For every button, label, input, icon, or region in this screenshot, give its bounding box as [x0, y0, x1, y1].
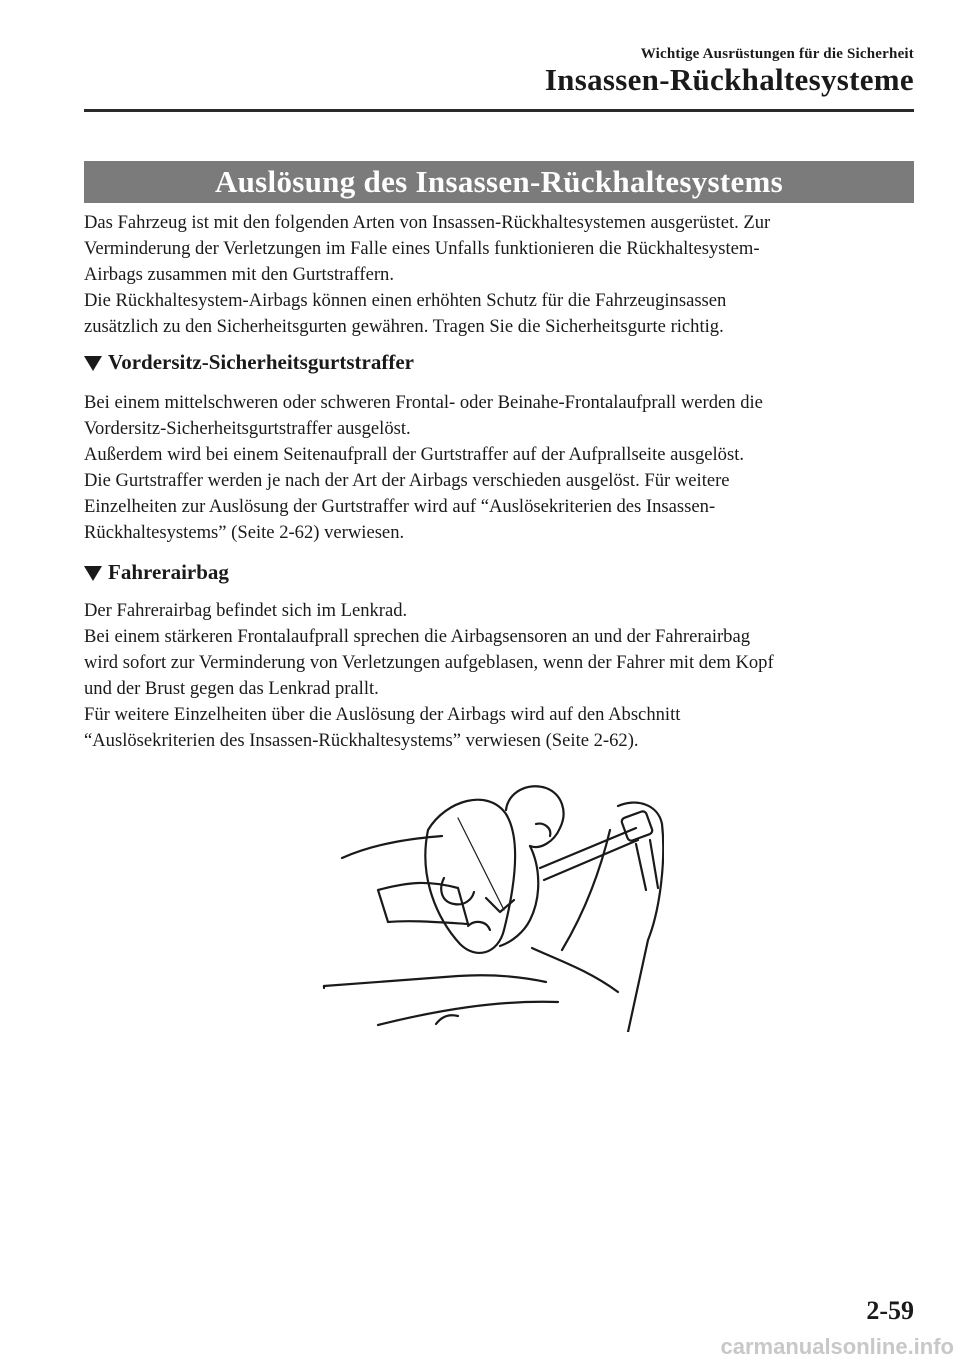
subsection-heading-driver-airbag	[84, 560, 229, 585]
intro-line: zusätzlich zu den Sicherheitsgurten gewähren. Tragen Sie die Sicherheitsgurte richtig.	[84, 316, 724, 337]
driver-airbag-paragraph	[84, 598, 924, 754]
body-line: “Auslösekriterien des Insassen-Rückhaltesystems” verwiesen (Seite 2-62).	[84, 730, 639, 751]
page-number: 2-59	[866, 1296, 914, 1325]
body-line: Der Fahrerairbag befindet sich im Lenkrad.	[84, 600, 408, 621]
intro-paragraph	[84, 210, 924, 340]
body-line: Bei einem mittelschweren oder schweren Frontal- oder Beinahe-Frontalaufprall werden die	[84, 392, 763, 413]
body-line: Vordersitz-Sicherheitsgurtstraffer ausgelöst.	[84, 418, 411, 439]
body-line: Die Gurtstraffer werden je nach der Art der Airbags verschieden ausgelöst. Für weitere	[84, 470, 730, 491]
header-kicker: Wichtige Ausrüstungen für die Sicherheit	[640, 46, 914, 62]
subsection-heading-pretensioner	[84, 350, 414, 375]
header-rule	[84, 109, 914, 112]
triangle-down-icon	[84, 356, 102, 371]
intro-line: Verminderung der Verletzungen im Falle eines Unfalls funktionieren die Rückhaltesystem-	[84, 238, 760, 259]
intro-line: Airbags zusammen mit den Gurtstraffern.	[84, 264, 394, 285]
body-line: Bei einem stärkeren Frontalaufprall sprechen die Airbagsensoren an und der Fahrerairbag	[84, 626, 751, 647]
body-line: und der Brust gegen das Lenkrad prallt.	[84, 678, 379, 699]
section-title: Auslösung des Insassen-Rückhaltesystems	[84, 161, 914, 203]
body-line: Rückhaltesystems” (Seite 2-62) verwiesen.	[84, 522, 405, 543]
intro-line: Das Fahrzeug ist mit den folgenden Arten von Insassen-Rückhaltesystemen ausgerüstet. Zur	[84, 212, 771, 233]
intro-line: Die Rückhaltesystem-Airbags können einen erhöhten Schutz für die Fahrzeuginsassen	[84, 290, 727, 311]
subsection-title: Fahrerairbag	[108, 560, 229, 584]
watermark: carmanualsonline.info	[720, 1334, 954, 1359]
body-line: Außerdem wird bei einem Seitenaufprall der Gurtstraffer auf der Aufprallseite ausgelöst.	[84, 444, 745, 465]
driver-airbag-illustration	[318, 770, 664, 1032]
page-title: Insassen-Rückhaltesysteme	[544, 62, 914, 97]
subsection-title: Vordersitz-Sicherheitsgurtstraffer	[108, 350, 414, 374]
pretensioner-paragraph	[84, 390, 924, 546]
body-line: Einzelheiten zur Auslösung der Gurtstraffer wird auf “Auslösekriterien des Insassen-	[84, 496, 716, 517]
triangle-down-icon	[84, 566, 102, 581]
body-line: Für weitere Einzelheiten über die Auslösung der Airbags wird auf den Abschnitt	[84, 704, 681, 725]
body-line: wird sofort zur Verminderung von Verletzungen aufgeblasen, wenn der Fahrer mit dem Kopf	[84, 652, 774, 673]
